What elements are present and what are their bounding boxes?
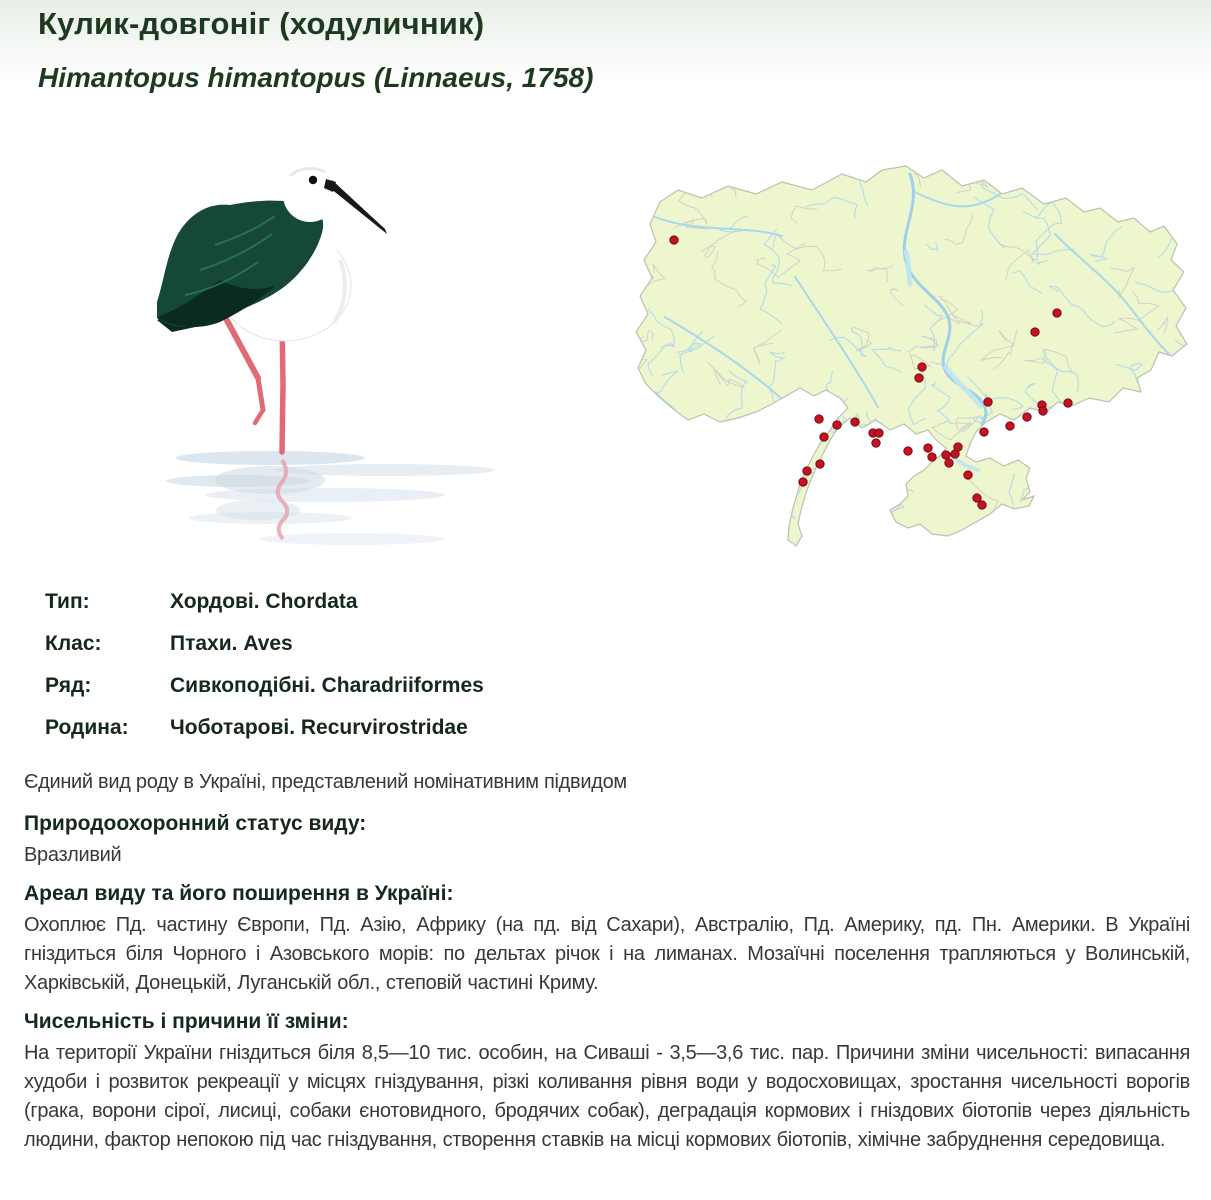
header-band: [0, 0, 1211, 93]
taxonomy-value: Хордові. Chordata: [170, 590, 358, 613]
distribution-dot: [820, 433, 828, 441]
distribution-dot: [924, 444, 932, 452]
water-ripples: [166, 451, 495, 545]
distribution-dot: [954, 443, 962, 451]
taxonomy-label: Родина:: [45, 716, 129, 739]
taxonomy-value: Чоботарові. Recurvirostridae: [170, 716, 468, 739]
distribution-dot: [904, 447, 912, 455]
distribution-dot: [815, 415, 823, 423]
section-text: На території України гніздиться біля 8,5—10 тис. особин, на Сиваші - 3,5—3,6 тис. пар. Причини зміни чисельності: випасання худоби і розвиток рекреації у місцях гніздування, різкі коливання рівня води у водосховищах, зростання чисельності ворогів (грака, ворони сірої, лисиці, собаки єнотовидного, бродячих собак), деградація кормових і гніздових біотопів через діяльність людини, фактор непокою під час гніздування, створення ставків на місці кормових біотопів, хімічне забруднення середовища.: [24, 1042, 1190, 1151]
distribution-dot: [945, 459, 953, 467]
section-heading: Чисельність і причини її зміни:: [24, 1010, 349, 1033]
distribution-dot: [833, 421, 841, 429]
bird-eye: [309, 176, 317, 184]
distribution-dot: [918, 363, 926, 371]
bird-illustration: [120, 150, 540, 580]
taxonomy-value: Птахи. Aves: [170, 632, 293, 655]
distribution-dot: [928, 453, 936, 461]
section-heading: Природоохоронний статус виду:: [24, 812, 367, 835]
distribution-dot: [942, 451, 950, 459]
section-status: [24, 811, 1190, 870]
distribution-dot: [980, 428, 988, 436]
distribution-dot: [872, 439, 880, 447]
distribution-dot: [851, 418, 859, 426]
distribution-dot: [1053, 309, 1061, 317]
distribution-dot: [1064, 399, 1072, 407]
distribution-dot: [1023, 413, 1031, 421]
distribution-dot: [875, 429, 883, 437]
distribution-dot: [670, 236, 678, 244]
taxonomy-label: Ряд:: [45, 674, 92, 697]
taxonomy-row: [45, 673, 585, 698]
section-range: [24, 881, 1190, 998]
taxonomy-row: [45, 715, 585, 740]
distribution-dot: [816, 460, 824, 468]
taxonomy-table: [45, 589, 585, 757]
distribution-dot: [1031, 328, 1039, 336]
intro-text: Єдиний вид роду в Україні, представлений номінативним підвидом: [24, 771, 627, 793]
distribution-dot: [1006, 422, 1014, 430]
distribution-dot: [978, 501, 986, 509]
distribution-dot: [984, 398, 992, 406]
taxonomy-label: Клас:: [45, 632, 102, 655]
distribution-dot: [964, 471, 972, 479]
taxonomy-label: Тип:: [45, 590, 90, 613]
distribution-dot: [799, 478, 807, 486]
taxonomy-row: [45, 631, 585, 656]
taxonomy-value: Сивкоподібні. Charadriiformes: [170, 674, 484, 697]
section-population: [24, 1009, 1190, 1155]
section-text: Охоплює Пд. частину Європи, Пд. Азію, Африку (на пд. від Сахари), Австралію, Пд. Америку, пд. Пн. Америки. В Україні гніздиться біля Чорного і Азовського морів: по дельтах річок і на лиманах. Мозаїчні поселення трапляються у Волинській, Харківській, Донецькій, Луганській обл., степовій частині Криму.: [24, 914, 1190, 994]
distribution-dot: [915, 374, 923, 382]
distribution-dot: [1039, 407, 1047, 415]
distribution-map: [610, 162, 1200, 552]
article-sections: [24, 811, 1190, 1166]
scientific-name: Himantopus himantopus (Linnaeus, 1758): [38, 62, 594, 93]
taxonomy-row: [45, 589, 585, 614]
section-text: Вразливий: [24, 844, 122, 866]
page-title: Кулик-довгоніг (ходуличник): [38, 6, 485, 41]
distribution-dot: [803, 467, 811, 475]
section-heading: Ареал виду та його поширення в Україні:: [24, 882, 454, 905]
